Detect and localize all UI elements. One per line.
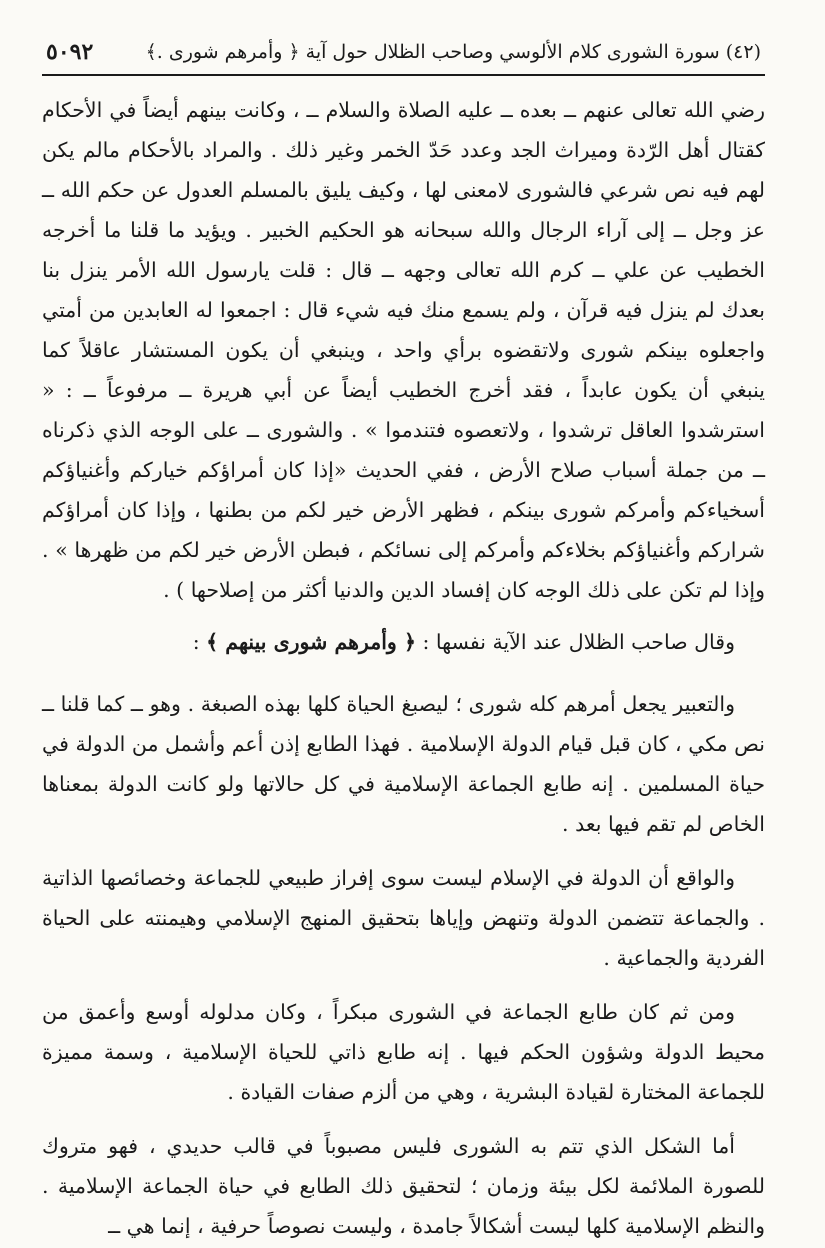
page-number: ٥٠٩٢ bbox=[46, 39, 94, 65]
paragraph-shura-form: أما الشكل الذي تتم به الشورى فليس مصبوباً في قالب حديدي ، فهو متروك للصورة الملائمة لكل بيئة وزمان ؛ لتحقيق ذلك الطابع في حياة الجماعة الإسلامية . والنظم الإسلامية كلها ليست أشكالاً جامدة ، وليست نصوصاً حرفية ، إنما هي ــ bbox=[42, 1134, 765, 1238]
intro-colon: : bbox=[192, 630, 207, 654]
paragraph-shura-character: ومن ثم كان طابع الجماعة في الشورى مبكراً ، وكان مدلوله أوسع وأعمق من محيط الدولة وشؤون الحكم فيها . إنه طابع ذاتي للحياة الإسلامية ، وسمة مميزة للجماعة المختارة لقيادة البشرية ، وهي من ألزم صفات القيادة . bbox=[42, 1000, 765, 1104]
paragraph-alusi-quote: رضي الله تعالى عنهم ــ بعده ــ عليه الصلاة والسلام ــ ، وكانت بينهم أيضاً في الأحكام كقتال أهل الرّدة وميراث الجد وعدد حَدّ الخمر وغير ذلك . والمراد بالأحكام مالم يكن لهم فيه نص شرعي فالشورى لامعنى لها ، وكيف يليق بالمسلم العدول عن حكم الله ــ عز وجل ــ إلى آراء الرجال والله سبحانه هو الحكيم الخبير . ويؤيد ما قلنا ما أخرجه الخطيب عن علي ــ كرم الله تعالى وجهه ــ قال : قلت يارسول الله الأمر ينزل بنا بعدك لم ينزل فيه قرآن ، ولم يسمع منك فيه شيء قال : اجمعوا له العابدين من أمتي واجعلوه بينكم شورى ولاتقضوه برأي واحد ، وينبغي أن يكون المستشار عاقلاً كما ينبغي أن يكون عابداً ، فقد أخرج الخطيب أيضاً عن أبي هريرة ــ مرفوعاً ــ : « استرشدوا العاقل ترشدوا ، ولاتعصوه فتندموا » . والشورى ــ على الوجه الذي ذكرناه ــ من جملة أسباب صلاح الأرض ، ففي الحديث «إذا كان أمراؤكم خياركم وأغنياؤكم أسخياءكم وأمركم شورى بينكم ، فظهر الأرض خير لكم من بطنها ، وإذا كان أمراؤكم شراركم وأغنياؤكم بخلاءكم وأمركم إلى نسائكم ، فبطن الأرض خير لكم من ظهرها » . وإذا لم تكن على ذلك الوجه كان إفساد الدين والدنيا أكثر من إصلاحها ) . bbox=[42, 98, 765, 602]
paragraph-shura-expression: والتعبير يجعل أمرهم كله شورى ؛ ليصبغ الحياة كلها بهذه الصبغة . وهو ــ كما قلنا ــ نص مكي ، كان قبل قيام الدولة الإسلامية . فهذا الطابع إذن أعم وأشمل من الدولة في حياة المسلمين . إنه طابع الجماعة الإسلامية في كل حالاتها ولو كانت الدولة بمعناها الخاص لم تقم فيها بعد . bbox=[42, 692, 765, 836]
paragraph-state-in-islam: والواقع أن الدولة في الإسلام ليست سوى إفراز طبيعي للجماعة وخصائصها الذاتية . والجماعة تتضمن الدولة وتنهض وإياها بتحقيق المنهج الإسلامي وهيمنته على الحياة الفردية والجماعية . bbox=[42, 866, 765, 970]
running-title: (٤٢) سورة الشورى كلام الألوسي وصاحب الظلال حول آية ﴿ وأمرهم شورى .﴾ bbox=[145, 41, 761, 63]
page-header bbox=[42, 38, 765, 76]
zilal-intro-text: وقال صاحب الظلال عند الآية نفسها : bbox=[422, 630, 735, 654]
page-body bbox=[42, 90, 765, 1246]
quoted-verse: ﴿ وأمرهم شورى بينهم ﴾ bbox=[206, 630, 416, 654]
zilal-intro-line bbox=[42, 622, 765, 662]
